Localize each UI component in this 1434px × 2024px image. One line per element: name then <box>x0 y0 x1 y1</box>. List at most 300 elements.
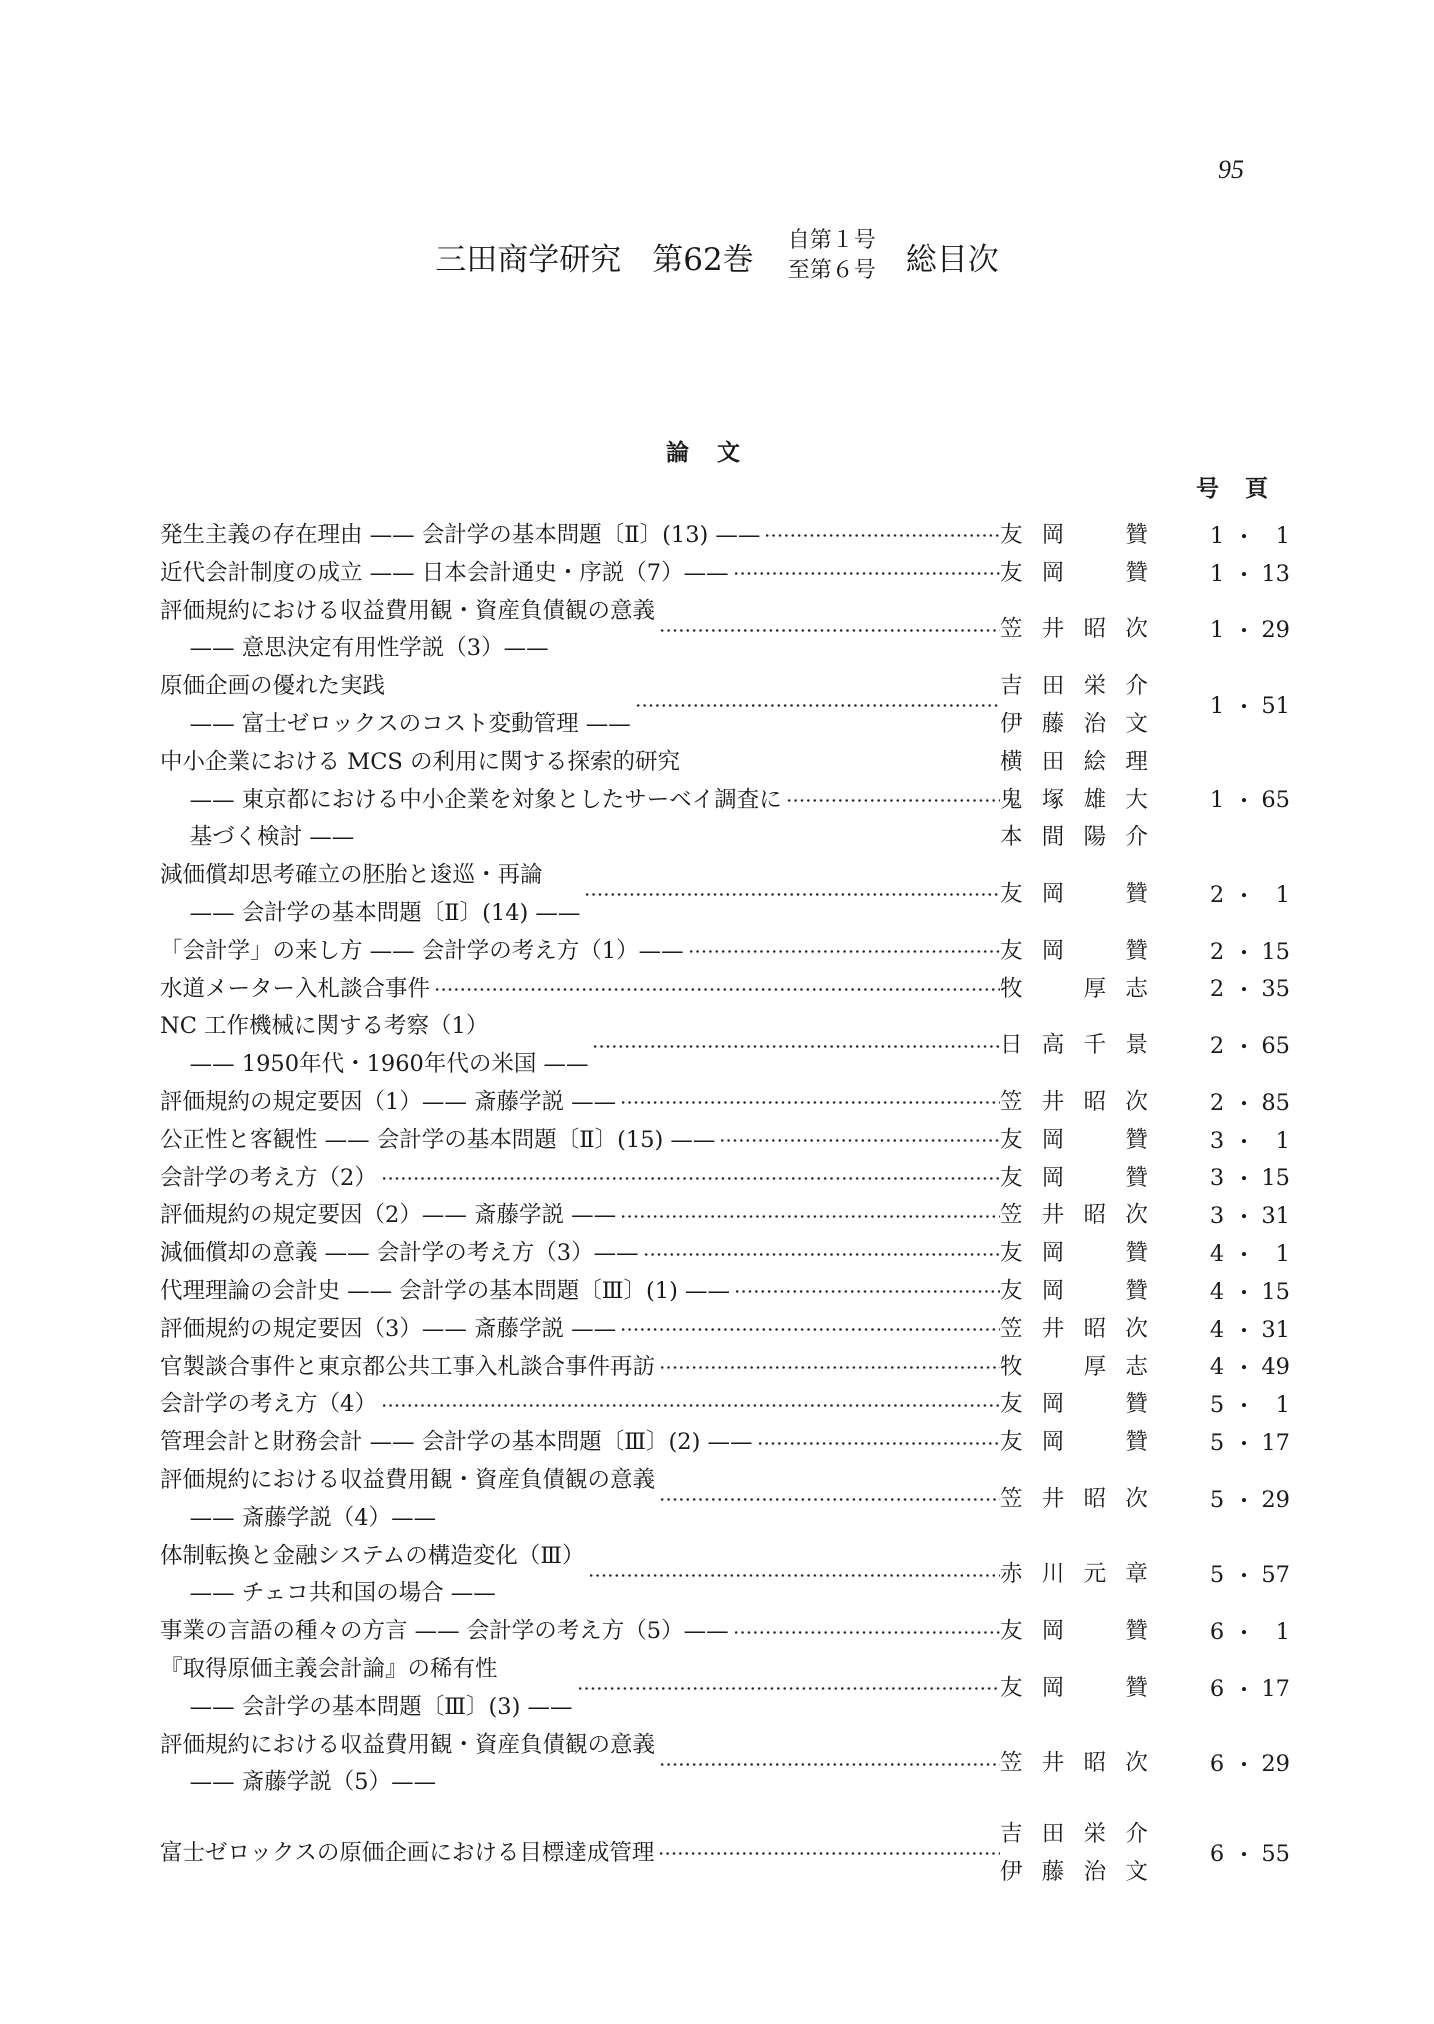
page-number-ref: 1 <box>1275 1392 1290 1419</box>
issue-page <box>1170 1122 1290 1160</box>
entry-authors <box>1000 744 1170 857</box>
entry-title-line: 評価規約における収益費用観・資産負債観の意義 <box>160 1466 656 1493</box>
entry-title-area <box>160 555 1000 593</box>
entry-authors <box>1000 1613 1170 1651</box>
page-number-ref: 65 <box>1261 787 1290 814</box>
entry-title <box>160 1311 616 1349</box>
page-number-ref: 1 <box>1275 1619 1290 1645</box>
author-name: 横田絵理 <box>1000 748 1168 775</box>
toc-entry[interactable] <box>160 1084 1290 1122</box>
issue-number: 4 <box>1209 1278 1225 1305</box>
toc-entry[interactable] <box>160 1197 1290 1235</box>
author-name: 友岡 贊 <box>1000 1618 1168 1645</box>
page-number-ref: 1 <box>1275 522 1290 549</box>
toc-entry[interactable] <box>160 1311 1290 1349</box>
entry-title-area <box>160 1424 1000 1462</box>
issue-range-from: 自第１号 <box>787 228 876 253</box>
issue-page <box>1170 668 1290 744</box>
entry-title-area <box>160 1160 1000 1198</box>
issue-page <box>1170 933 1290 971</box>
entry-title-area <box>160 1008 1000 1084</box>
entry-title-area <box>160 1273 1000 1311</box>
entry-title <box>160 744 782 857</box>
entry-title <box>160 1835 654 1873</box>
author-name: 笠井昭次 <box>1000 1202 1168 1229</box>
issue-number: 2 <box>1209 976 1225 1003</box>
separator: ・ <box>1232 1205 1256 1232</box>
dot-leader <box>620 1328 1000 1331</box>
entry-title-line: 評価規約における収益費用観・資産負債観の意義 <box>160 1731 656 1758</box>
issue-page <box>1170 744 1290 857</box>
entry-authors <box>1000 1235 1170 1273</box>
page-number: 95 <box>1218 155 1244 184</box>
entry-title-area <box>160 517 1000 555</box>
entry-title-area <box>160 1122 1000 1160</box>
entry-authors <box>1000 1816 1170 1892</box>
author-name: 赤川元章 <box>1000 1561 1168 1588</box>
author-name: 友岡 贊 <box>1000 1391 1168 1418</box>
author-name: 吉田栄介 <box>1000 673 1168 700</box>
author-name: 笠井昭次 <box>1000 1315 1168 1342</box>
entry-title-area <box>160 668 1000 744</box>
issue-number: 6 <box>1209 1840 1225 1867</box>
toc-entry[interactable] <box>160 1008 1290 1084</box>
dot-leader <box>577 1687 1000 1690</box>
entry-title-line: NC 工作機械に関する考察（1） <box>160 1013 489 1040</box>
issue-number: 1 <box>1209 617 1225 644</box>
issue-page <box>1170 971 1290 1009</box>
issue-page <box>1170 593 1290 669</box>
issue-number: 3 <box>1209 1165 1225 1192</box>
entry-title-area <box>160 1613 1000 1651</box>
issue-number: 2 <box>1209 1033 1225 1060</box>
separator: ・ <box>1232 1167 1256 1194</box>
issue-page <box>1170 1538 1290 1614</box>
dot-leader <box>434 988 1000 991</box>
entry-title <box>160 1651 573 1727</box>
page-number-ref: 49 <box>1261 1354 1290 1381</box>
page-number-ref: 17 <box>1261 1430 1290 1457</box>
entry-subtitle-line: —— 会計学の基本問題〔Ⅲ〕(3) —— <box>160 1693 573 1720</box>
dot-leader <box>592 1045 1000 1048</box>
issue-page <box>1170 1197 1290 1235</box>
journal-volume: 三田商学研究 第62巻 <box>435 241 754 278</box>
author-name: 友岡 贊 <box>1000 937 1168 964</box>
entry-title-line: 評価規約の規定要因（2）—— 斎藤学説 —— <box>160 1202 617 1229</box>
author-name: 笠井昭次 <box>1000 1750 1168 1777</box>
entry-title-area <box>160 744 1000 857</box>
issue-number: 3 <box>1209 1127 1225 1154</box>
toc-entry[interactable] <box>160 857 1290 933</box>
entry-title-line: 減価償却思考確立の胚胎と逡巡・再論 <box>160 862 543 889</box>
toc-entry[interactable] <box>160 668 1290 744</box>
toc-entry[interactable] <box>160 971 1290 1009</box>
entry-subtitle-line: —— 斎藤学説（5）—— <box>160 1769 437 1796</box>
entry-authors <box>1000 1273 1170 1311</box>
toc-entry[interactable] <box>160 933 1290 971</box>
dot-leader <box>733 1631 1000 1634</box>
toc-entries <box>160 517 1290 1892</box>
entry-authors <box>1000 517 1170 555</box>
entry-title-area <box>160 1235 1000 1273</box>
separator: ・ <box>1232 1564 1256 1591</box>
issue-page <box>1170 1462 1290 1538</box>
entry-title-area <box>160 1349 1000 1387</box>
entry-title-line: 『取得原価主義会計論』の稀有性 <box>160 1655 498 1682</box>
author-name: 友岡 贊 <box>1000 1240 1168 1267</box>
entry-title-line: 代理理論の会計史 —— 会計学の基本問題〔Ⅲ〕(1) —— <box>160 1277 731 1304</box>
entry-title-line: 管理会計と財務会計 —— 会計学の基本問題〔Ⅲ〕(2) —— <box>160 1429 753 1456</box>
entry-subtitle-line: —— 会計学の基本問題〔Ⅱ〕(14) —— <box>160 899 581 926</box>
issue-page <box>1170 1651 1290 1727</box>
issue-number: 6 <box>1209 1751 1225 1778</box>
section-title: 論文 <box>666 439 768 466</box>
dot-leader <box>381 1404 1000 1407</box>
entry-title-area <box>160 1816 1000 1892</box>
entry-subtitle-line: 基づく検討 —— <box>160 824 355 851</box>
issue-page <box>1170 1386 1290 1424</box>
document-title <box>0 226 1434 286</box>
entry-authors <box>1000 593 1170 669</box>
entry-title <box>160 1386 377 1424</box>
issue-number: 1 <box>1209 560 1225 587</box>
separator: ・ <box>1232 1842 1256 1869</box>
separator: ・ <box>1232 940 1256 967</box>
author-name: 友岡 贊 <box>1000 1277 1168 1304</box>
separator: ・ <box>1232 789 1256 816</box>
entry-authors <box>1000 1727 1170 1803</box>
entry-title-line: 中小企業における MCS の利用に関する探索的研究 <box>160 748 680 775</box>
issue-number: 1 <box>1209 692 1225 719</box>
entry-subtitle-line: —— チェコ共和国の場合 —— <box>160 1580 496 1607</box>
page-number-ref: 15 <box>1261 1165 1290 1192</box>
author-name: 笠井昭次 <box>1000 1485 1168 1512</box>
separator: ・ <box>1232 1753 1256 1780</box>
toc-entry[interactable] <box>160 555 1290 593</box>
toc-entry[interactable] <box>160 1386 1290 1424</box>
entry-title <box>160 1613 729 1651</box>
author-name: 本間陽介 <box>1000 824 1168 851</box>
issue-page <box>1170 1160 1290 1198</box>
dot-leader <box>635 704 1000 707</box>
issue-number: 4 <box>1209 1354 1225 1381</box>
separator: ・ <box>1232 1356 1256 1383</box>
issue-number: 2 <box>1209 881 1225 908</box>
issue-number: 6 <box>1209 1675 1225 1702</box>
entry-title <box>160 517 760 555</box>
entry-title-line: 評価規約における収益費用観・資産負債観の意義 <box>160 597 656 624</box>
author-name: 友岡 贊 <box>1000 1429 1168 1456</box>
entry-authors <box>1000 1386 1170 1424</box>
dot-leader <box>659 1366 1000 1369</box>
toc-entry[interactable] <box>160 1727 1290 1803</box>
issue-page <box>1170 857 1290 933</box>
issue-page <box>1170 1424 1290 1462</box>
separator: ・ <box>1232 694 1256 721</box>
toc-entry[interactable] <box>160 1424 1290 1462</box>
entry-title-line: 会計学の考え方（2） <box>160 1164 377 1191</box>
entry-title <box>160 1122 715 1160</box>
entry-subtitle-line: —— 1950年代・1960年代の米国 —— <box>160 1051 589 1078</box>
toc-entry[interactable] <box>160 1160 1290 1198</box>
toc-entry[interactable] <box>160 1613 1290 1651</box>
entry-title-line: 公正性と客観性 —— 会計学の基本問題〔Ⅱ〕(15) —— <box>160 1126 716 1153</box>
author-name: 伊藤治文 <box>1000 1858 1168 1885</box>
issue-page <box>1170 1273 1290 1311</box>
entry-title-line: 発生主義の存在理由 —— 会計学の基本問題〔Ⅱ〕(13) —— <box>160 522 761 548</box>
entry-title-area <box>160 1084 1000 1122</box>
issue-page <box>1170 1816 1290 1892</box>
author-name: 牧 厚志 <box>1000 1353 1168 1380</box>
entry-authors <box>1000 1197 1170 1235</box>
entry-title <box>160 1197 616 1235</box>
entry-title <box>160 1235 639 1273</box>
author-name: 牧 厚志 <box>1000 975 1168 1002</box>
issue-number: 5 <box>1209 1430 1225 1457</box>
entry-title-line: 会計学の考え方（4） <box>160 1391 377 1418</box>
page-number-ref: 29 <box>1261 1751 1290 1778</box>
toc-label: 総目次 <box>905 241 999 278</box>
issue-page <box>1170 1311 1290 1349</box>
page-number-ref: 31 <box>1261 1316 1290 1343</box>
dot-leader <box>764 534 1000 537</box>
issue-number: 1 <box>1209 522 1225 549</box>
author-name: 友岡 贊 <box>1000 881 1168 908</box>
page-number-ref: 55 <box>1261 1840 1290 1867</box>
issue-page <box>1170 1008 1290 1084</box>
entry-title <box>160 1160 377 1198</box>
issue-page <box>1170 1613 1290 1651</box>
entry-title <box>160 1084 616 1122</box>
entry-title <box>160 1349 655 1387</box>
entry-title <box>160 555 729 593</box>
separator: ・ <box>1232 524 1256 551</box>
dot-leader <box>757 1442 1000 1445</box>
page-number-ref: 15 <box>1261 938 1290 965</box>
toc-entry[interactable] <box>160 593 1290 669</box>
issue-number: 3 <box>1209 1203 1225 1230</box>
page-number-ref: 57 <box>1261 1562 1290 1589</box>
entry-authors <box>1000 933 1170 971</box>
entry-authors <box>1000 1311 1170 1349</box>
entry-title-line: 近代会計制度の成立 —— 日本会計通史・序説（7）—— <box>160 559 729 586</box>
author-name: 友岡 贊 <box>1000 1674 1168 1701</box>
page-number-ref: 35 <box>1261 976 1290 1003</box>
entry-authors <box>1000 1084 1170 1122</box>
separator: ・ <box>1232 562 1256 589</box>
dot-leader <box>733 572 1000 575</box>
entry-title <box>160 1424 753 1462</box>
separator: ・ <box>1232 1035 1256 1062</box>
entry-title-line: 原価企画の優れた実践 <box>160 673 386 700</box>
separator: ・ <box>1232 1432 1256 1459</box>
issue-page <box>1170 1084 1290 1122</box>
page-number-ref: 13 <box>1261 560 1290 587</box>
separator: ・ <box>1232 1621 1256 1647</box>
separator: ・ <box>1232 1394 1256 1421</box>
entry-subtitle-line: —— 東京都における中小企業を対象としたサーベイ調査に <box>160 786 782 813</box>
author-name: 日高千景 <box>1000 1032 1168 1059</box>
entry-authors <box>1000 1349 1170 1387</box>
entry-title-area <box>160 933 1000 971</box>
author-name: 鬼塚雄大 <box>1000 786 1168 813</box>
entry-authors <box>1000 555 1170 593</box>
entry-authors <box>1000 1122 1170 1160</box>
author-name: 笠井昭次 <box>1000 1088 1168 1115</box>
issue-page <box>1170 1235 1290 1273</box>
page-number-ref: 29 <box>1261 1486 1290 1513</box>
page-number-ref: 15 <box>1261 1278 1290 1305</box>
toc-entry[interactable] <box>160 1462 1290 1538</box>
dot-leader <box>620 1215 1000 1218</box>
page-number-ref: 31 <box>1261 1203 1290 1230</box>
dot-leader <box>381 1177 1000 1180</box>
author-name: 笠井昭次 <box>1000 616 1168 643</box>
toc-entry[interactable] <box>160 1816 1290 1892</box>
entry-title-line: 評価規約の規定要因（1）—— 斎藤学説 —— <box>160 1088 617 1115</box>
toc-entry[interactable] <box>160 1349 1290 1387</box>
page-number-ref: 1 <box>1275 1127 1290 1154</box>
author-name: 吉田栄介 <box>1000 1821 1168 1848</box>
toc-entry[interactable] <box>160 1122 1290 1160</box>
page-column-header: 頁 <box>1245 475 1268 502</box>
issue-range <box>788 226 876 286</box>
page-number-ref: 65 <box>1261 1033 1290 1060</box>
issue-number: 6 <box>1209 1619 1225 1645</box>
entry-title-area <box>160 1651 1000 1727</box>
column-headers <box>1196 470 1268 503</box>
separator: ・ <box>1232 1677 1256 1704</box>
entry-title-line: 事業の言語の種々の方言 —— 会計学の考え方（5）—— <box>160 1618 729 1645</box>
dot-leader <box>620 1101 1000 1104</box>
entry-title-line: 「会計学」の来し方 —— 会計学の考え方（1）—— <box>160 937 684 964</box>
entry-title-area <box>160 1311 1000 1349</box>
separator: ・ <box>1232 1488 1256 1515</box>
entry-title-area <box>160 1386 1000 1424</box>
toc-entry[interactable] <box>160 517 1290 555</box>
entry-authors <box>1000 1008 1170 1084</box>
entry-authors <box>1000 1462 1170 1538</box>
dot-leader <box>659 629 1000 632</box>
dot-leader <box>659 1498 1000 1501</box>
page-number-ref: 1 <box>1275 1241 1290 1268</box>
issue-number: 4 <box>1209 1241 1225 1268</box>
author-name: 友岡 贊 <box>1000 1164 1168 1191</box>
separator: ・ <box>1232 1318 1256 1345</box>
issue-number: 4 <box>1209 1316 1225 1343</box>
entry-title-area <box>160 593 1000 669</box>
dot-leader <box>643 1253 1000 1256</box>
entry-title-line: 官製談合事件と東京都公共工事入札談合事件再訪 <box>160 1353 656 1380</box>
entry-title-area <box>160 857 1000 933</box>
entry-authors <box>1000 857 1170 933</box>
toc-entry[interactable] <box>160 1651 1290 1727</box>
author-name: 伊藤治文 <box>1000 710 1168 737</box>
entry-authors <box>1000 1651 1170 1727</box>
separator: ・ <box>1232 883 1256 910</box>
author-name: 友岡 贊 <box>1000 559 1168 586</box>
entry-title-area <box>160 1538 1000 1614</box>
entry-title-line: 評価規約の規定要因（3）—— 斎藤学説 —— <box>160 1315 617 1342</box>
issue-column-header: 号 <box>1196 475 1219 502</box>
dot-leader <box>688 950 1000 953</box>
entry-subtitle-line: —— 斎藤学説（4）—— <box>160 1504 437 1531</box>
page-number-ref: 85 <box>1261 1089 1290 1116</box>
entry-title <box>160 1462 655 1538</box>
entry-authors <box>1000 1538 1170 1614</box>
issue-page <box>1170 517 1290 555</box>
entry-title <box>160 1008 588 1084</box>
page-number-ref: 1 <box>1275 881 1290 908</box>
issue-number: 5 <box>1209 1486 1225 1513</box>
issue-page <box>1170 1727 1290 1803</box>
toc-entry[interactable] <box>160 1235 1290 1273</box>
page-number-ref: 51 <box>1261 692 1290 719</box>
issue-number: 5 <box>1209 1392 1225 1419</box>
entry-title <box>160 668 631 744</box>
entry-title <box>160 933 684 971</box>
issue-range-to: 至第６号 <box>787 258 876 283</box>
issue-number: 2 <box>1209 938 1225 965</box>
separator: ・ <box>1232 1091 1256 1118</box>
entry-title <box>160 857 580 933</box>
entry-title <box>160 1273 730 1311</box>
toc-entry[interactable] <box>160 1273 1290 1311</box>
issue-page <box>1170 555 1290 593</box>
issue-number: 2 <box>1209 1089 1225 1116</box>
toc-entry[interactable] <box>160 1538 1290 1614</box>
entry-title-area <box>160 1197 1000 1235</box>
dot-leader <box>584 893 1000 896</box>
author-name: 友岡 贊 <box>1000 1126 1168 1153</box>
entry-authors <box>1000 668 1170 744</box>
entry-title-line: 減価償却の意義 —— 会計学の考え方（3）—— <box>160 1240 639 1267</box>
entry-authors <box>1000 1424 1170 1462</box>
entry-title-line: 水道メーター入札談合事件 <box>160 975 431 1002</box>
separator: ・ <box>1232 1243 1256 1270</box>
dot-leader <box>734 1290 1000 1293</box>
separator: ・ <box>1232 978 1256 1005</box>
entry-title-line: 富士ゼロックスの原価企画における目標達成管理 <box>160 1839 655 1866</box>
author-name: 友岡 贊 <box>1000 522 1168 548</box>
issue-number: 5 <box>1209 1562 1225 1589</box>
entry-title-area <box>160 1462 1000 1538</box>
entry-title-area <box>160 971 1000 1009</box>
entry-subtitle-line: —— 意思決定有用性学説（3）—— <box>160 635 549 662</box>
entry-title-line: 体制転換と金融システムの構造変化（Ⅲ） <box>160 1542 585 1569</box>
entry-title-area <box>160 1727 1000 1803</box>
dot-leader <box>786 799 1000 802</box>
entry-title <box>160 593 655 669</box>
separator: ・ <box>1232 619 1256 646</box>
dot-leader <box>719 1139 1000 1142</box>
dot-leader <box>588 1574 1000 1577</box>
page-number-ref: 29 <box>1261 617 1290 644</box>
entry-title <box>160 1727 655 1803</box>
dot-leader <box>658 1852 1000 1855</box>
issue-number: 1 <box>1209 787 1225 814</box>
separator: ・ <box>1232 1129 1256 1156</box>
separator: ・ <box>1232 1280 1256 1307</box>
entry-title <box>160 971 430 1009</box>
entry-subtitle-line: —— 富士ゼロックスのコスト変動管理 —— <box>160 710 631 737</box>
issue-page <box>1170 1349 1290 1387</box>
entry-authors <box>1000 1160 1170 1198</box>
page-number-ref: 17 <box>1261 1675 1290 1702</box>
entry-title <box>160 1538 584 1614</box>
entry-authors <box>1000 971 1170 1009</box>
toc-entry[interactable] <box>160 744 1290 857</box>
